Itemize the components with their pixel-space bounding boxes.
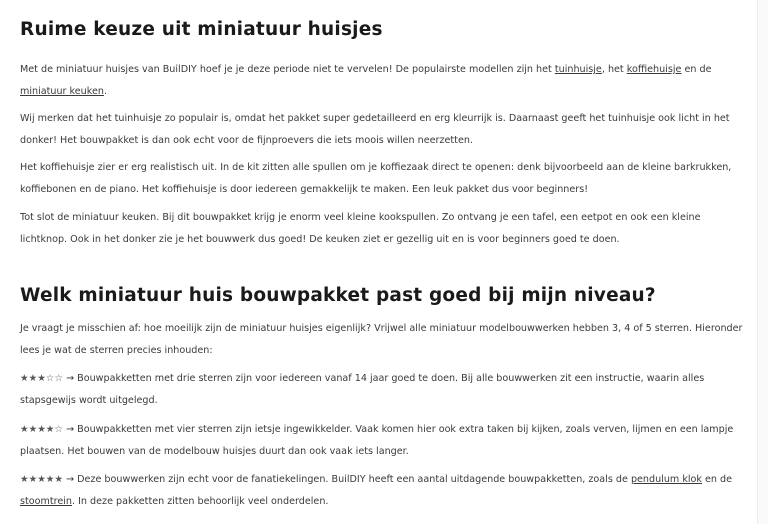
vertical-scrollbar[interactable]: [757, 0, 768, 524]
five-stars-icon: ★★★★★: [20, 474, 64, 485]
section-heading-difficulty-level: Welk miniatuur huis bouwpakket past goed bij mijn niveau?: [20, 285, 656, 306]
section-heading-miniature-houses: Ruime keuze uit miniatuur huisjes: [20, 19, 383, 40]
link-stoomtrein[interactable]: stoomtrein: [20, 496, 72, 507]
rating-three-stars: ★★★☆☆ → Bouwpakketten met drie sterren zijn voor iedereen vanaf 14 jaar goed te doen. Bij alle bouwwerken zit een instructie, waarin alles stapsgewijs wordt uitgelegd.: [20, 373, 705, 406]
paragraph-intro: Met de miniatuur huisjes van BuilDIY hoef je je deze periode niet te vervelen! De populairste modellen zijn het tuinhuisje, het koffiehuisje en de miniatuur keuken.: [20, 64, 712, 97]
four-stars-icon: ★★★★☆: [20, 424, 64, 435]
paragraph-keuken: Tot slot de miniatuur keuken. Bij dit bouwpakket krijg je enorm veel kleine kookspullen. Zo ontvang je een tafel, een eetpot en ook een kleine lichtknop. Ook in het donker zie je het bouwwerk dus goed! De keuken ziet er gezellig uit en is voor beginners goed te doen.: [20, 212, 701, 245]
paragraph-koffiehuisje: Het koffiehuisje zier er erg realistisch uit. In de kit zitten alle spullen om je koffiezaak direct te openen: denk bijvoorbeeld aan de kleine barkrukken, koffiebonen en de piano. Het koffiehuisje is door iedereen gemakkelijk te maken. Een leuk pakket dus voor beginners!: [20, 162, 732, 195]
link-pendulum-klok[interactable]: pendulum klok: [630, 474, 702, 485]
rating-five-stars: ★★★★★ → Deze bouwwerken zijn echt voor de fanatiekelingen. BuilDIY heeft een aantal uitdagende bouwpakketten, zoals de pendulum klok en de stoomtrein. In deze pakketten zitten behoorlijk veel onderdelen.: [20, 474, 733, 507]
rating-four-stars: ★★★★☆ → Bouwpakketten met vier sterren zijn ietsje ingewikkelder. Vaak komen hier ook extra taken bij kijken, zoals verven, lijmen en een lampje plaatsen. Het bouwen van de modelbouw huisjes duurt dan ook vaak iets langer.: [20, 424, 734, 457]
three-stars-icon: ★★★☆☆: [20, 373, 64, 384]
paragraph-difficulty-intro: Je vraagt je misschien af: hoe moeilijk zijn de miniatuur huisjes eigenlijk? Vrijwel alle miniatuur modelbouwwerken hebben 3, 4 of 5 sterren. Hieronder lees je wat de sterren precies inhouden:: [20, 323, 743, 356]
link-tuinhuisje[interactable]: tuinhuisje: [554, 64, 602, 75]
paragraph-tuinhuisje: Wij merken dat het tuinhuisje zo populair is, omdat het pakket super gedetailleerd en erg kleurrijk is. Daarnaast geeft het tuinhuisje ook licht in het donker! Het bouwpakket is dan ook echt voor de fijnproevers die iets moois willen neerzetten.: [20, 113, 730, 146]
link-miniatuur-keuken[interactable]: miniatuur keuken: [20, 86, 104, 97]
link-koffiehuisje[interactable]: koffiehuisje: [626, 64, 682, 75]
